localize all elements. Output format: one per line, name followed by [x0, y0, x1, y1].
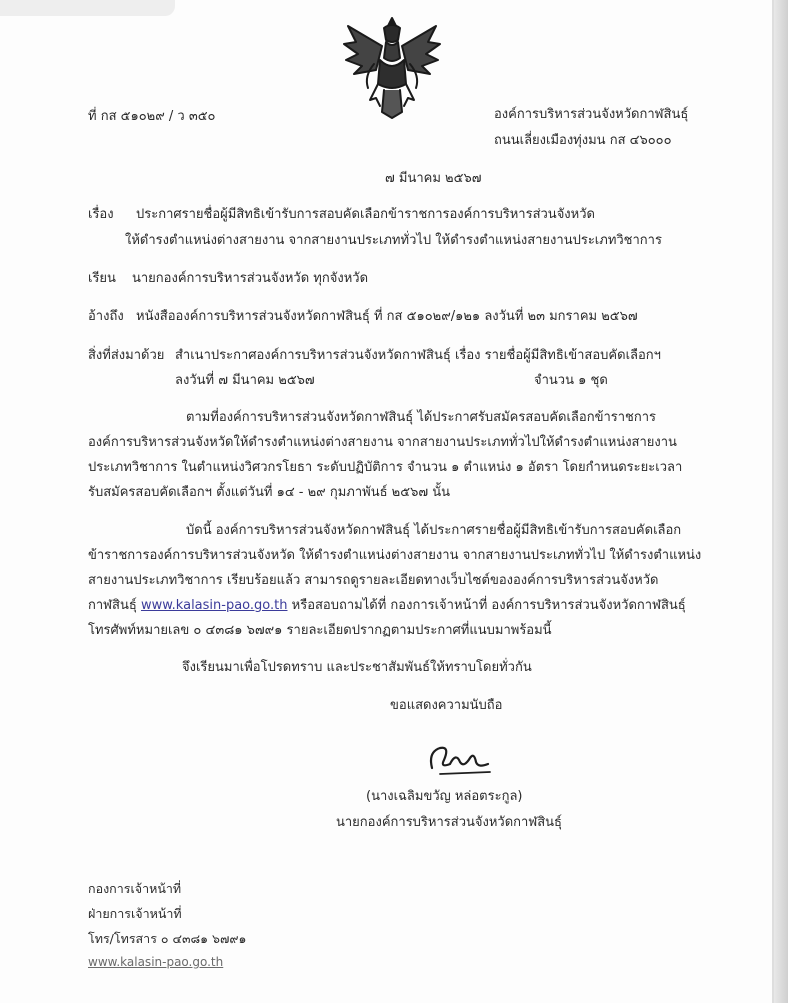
to-value: นายกองค์การบริหารส่วนจังหวัด ทุกจังหวัด — [132, 271, 369, 286]
body-p2-line-3: สายงานประเภทวิชาการ เรียบร้อยแล้ว สามารถดูรายละเอียดทางเว็บไซต์ขององค์การบริหารส่วนจังหวัด — [88, 573, 659, 588]
body-p1-line-2: องค์การบริหารส่วนจังหวัดให้ดำรงตำแหน่งต่างสายงาน จากสายงานประเภททั่วไปให้ดำรงตำแหน่งสายงาน — [88, 435, 677, 450]
garuda-emblem-icon — [336, 14, 448, 120]
footer-website-link[interactable]: www.kalasin-pao.go.th — [88, 955, 224, 969]
org-name: องค์การบริหารส่วนจังหวัดกาฬสินธุ์ — [494, 107, 689, 122]
footer-division: กองการเจ้าหน้าที่ — [88, 881, 182, 896]
body-p2-line-4-suffix: หรือสอบถามได้ที่ กองการเจ้าหน้าที่ องค์การบริหารส่วนจังหวัดกาฬสินธุ์ — [291, 598, 686, 613]
footer-section: ฝ่ายการเจ้าหน้าที่ — [88, 906, 182, 921]
org-address: ถนนเลี่ยงเมืองทุ่งมน กส ๔๖๐๐๐ — [494, 133, 672, 148]
footer-phone: โทร/โทรสาร ๐ ๔๓๘๑ ๖๗๙๑ — [88, 931, 247, 946]
enclosure-line-1: สำเนาประกาศองค์การบริหารส่วนจังหวัดกาฬสินธุ์ เรื่อง รายชื่อผู้มีสิทธิเข้าสอบคัดเลือกฯ — [175, 348, 661, 363]
reference-value: หนังสือองค์การบริหารส่วนจังหวัดกาฬสินธุ์ ที่ กส ๕๑๐๒๙/๑๒๑ ลงวันที่ ๒๓ มกราคม ๒๕๖๗ — [136, 309, 638, 324]
scan-corner-shadow — [0, 0, 175, 16]
body-p3: จึงเรียนมาเพื่อโปรดทราบ และประชาสัมพันธ์ให้ทราบโดยทั่วกัน — [182, 660, 532, 675]
signer-title: นายกองค์การบริหารส่วนจังหวัดกาฬสินธุ์ — [336, 815, 562, 830]
enclosure-quantity: จำนวน ๑ ชุด — [534, 373, 608, 388]
body-p2-line-4 — [88, 597, 686, 614]
subject-line-2: ให้ดำรงตำแหน่งต่างสายงาน จากสายงานประเภททั่วไป ให้ดำรงตำแหน่งสายงานประเภทวิชาการ — [125, 233, 662, 248]
body-p2-line-1: บัดนี้ องค์การบริหารส่วนจังหวัดกาฬสินธุ์ ได้ประกาศรายชื่อผู้มีสิทธิเข้ารับการสอบคัดเลือก — [186, 523, 682, 538]
body-p1-line-4: รับสมัครสอบคัดเลือกฯ ตั้งแต่วันที่ ๑๔ - ๒๙ กุมภาพันธ์ ๒๕๖๗ นั้น — [88, 485, 451, 500]
signer-name: (นางเฉลิมขวัญ หล่อตระกูล) — [366, 789, 523, 804]
body-p1-line-3: ประเภทวิชาการ ในตำแหน่งวิศวกรโยธา ระดับปฏิบัติการ จำนวน ๑ ตำแหน่ง ๑ อัตรา โดยกำหนดระยะเวลา — [88, 460, 683, 475]
subject-label: เรื่อง — [88, 207, 114, 222]
body-p2-line-2: ข้าราชการองค์การบริหารส่วนจังหวัด ให้ดำรงตำแหน่งต่างสายงาน จากสายงานประเภททั่วไป ให้ดำรงตำแหน่ง — [88, 548, 702, 563]
body-p2-line-5: โทรศัพท์หมายเลข ๐ ๔๓๘๑ ๖๗๙๑ รายละเอียดปรากฏตามประกาศที่แนบมาพร้อมนี้ — [88, 623, 552, 638]
closing-regards: ขอแสดงความนับถือ — [390, 698, 503, 713]
handwritten-signature — [420, 738, 500, 782]
page-edge-shadow — [774, 0, 788, 1003]
reference-label: อ้างถึง — [88, 309, 124, 324]
subject-line-1: ประกาศรายชื่อผู้มีสิทธิเข้ารับการสอบคัดเลือกข้าราชการองค์การบริหารส่วนจังหวัด — [136, 207, 595, 222]
letter-date: ๗ มีนาคม ๒๕๖๗ — [385, 171, 482, 186]
website-link[interactable]: www.kalasin-pao.go.th — [140, 598, 288, 613]
reference-number: ที่ กส ๕๑๐๒๙ / ว ๓๕๐ — [88, 109, 216, 124]
to-label: เรียน — [88, 271, 116, 286]
enclosure-date: ลงวันที่ ๗ มีนาคม ๒๕๖๗ — [175, 373, 315, 388]
enclosure-label: สิ่งที่ส่งมาด้วย — [88, 348, 165, 363]
body-p1-line-1: ตามที่องค์การบริหารส่วนจังหวัดกาฬสินธุ์ ได้ประกาศรับสมัครสอบคัดเลือกข้าราชการ — [186, 410, 657, 425]
body-p2-line-4-prefix: กาฬสินธุ์ — [88, 598, 137, 613]
